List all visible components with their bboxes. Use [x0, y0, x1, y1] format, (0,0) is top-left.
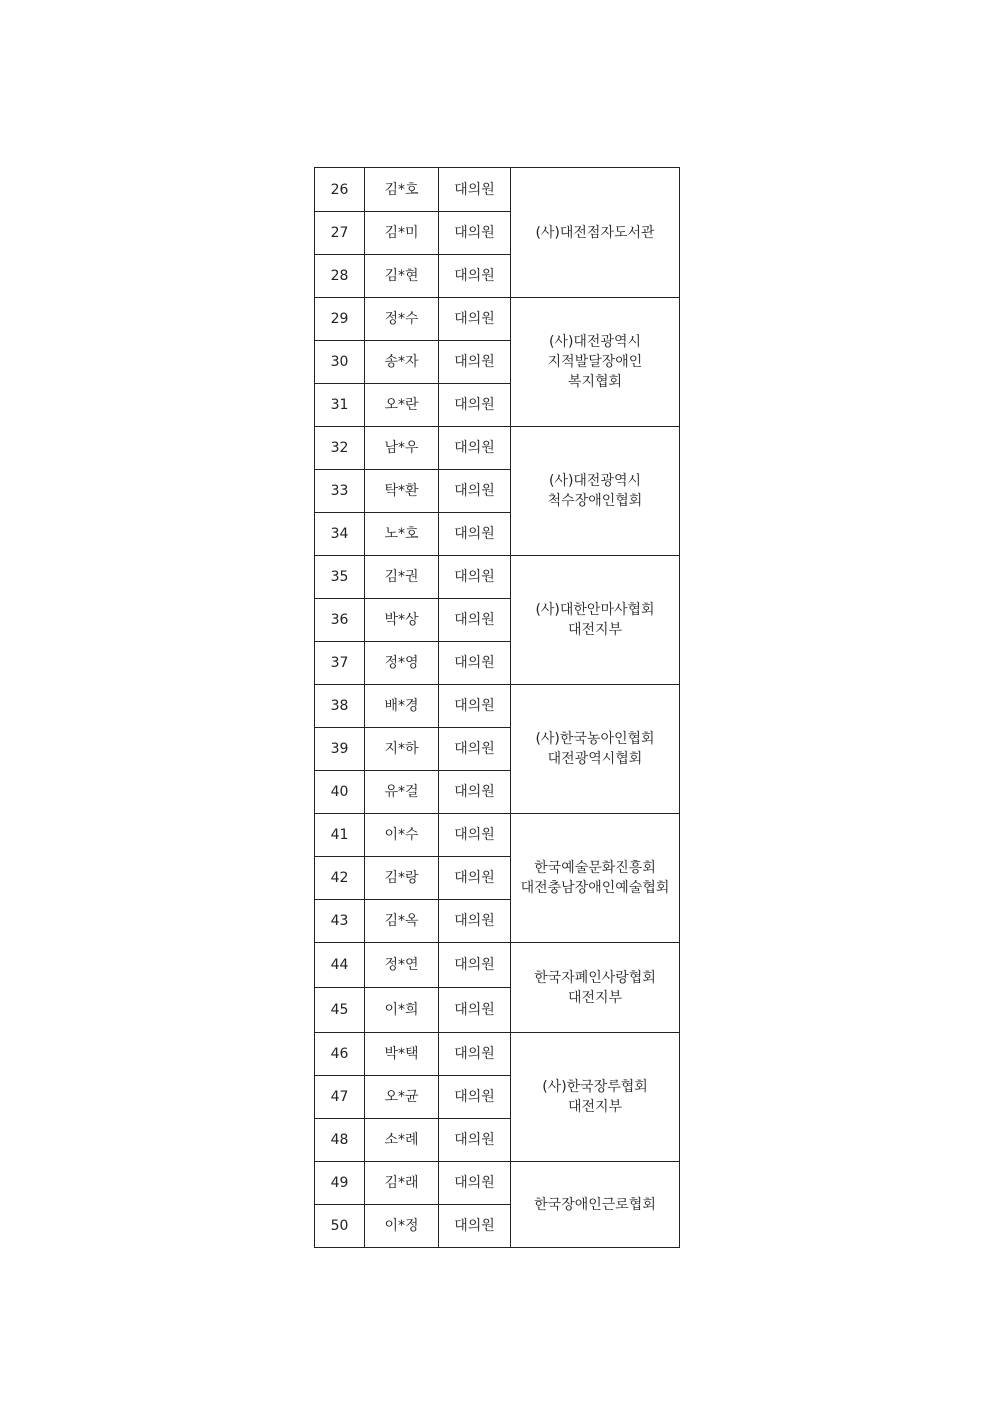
member-name: 정*연 — [365, 943, 439, 988]
row-number: 42 — [315, 857, 365, 900]
member-name: 노*호 — [365, 513, 439, 556]
organization-name-line: 한국자폐인사랑협회 — [534, 969, 656, 986]
table-row — [315, 1162, 680, 1205]
row-number: 33 — [315, 470, 365, 513]
organization-name-line: (사)대전광역시 — [548, 334, 642, 350]
organization-name-line: 한국예술문화진흥회 — [534, 860, 656, 876]
member-role: 대의원 — [439, 1076, 511, 1119]
member-name: 김*옥 — [365, 900, 439, 943]
row-number: 35 — [315, 556, 365, 599]
member-role: 대의원 — [439, 341, 511, 384]
row-number: 43 — [315, 900, 365, 943]
organization-cell — [511, 1162, 680, 1248]
table-row — [315, 556, 680, 599]
row-number: 40 — [315, 771, 365, 814]
member-name: 김*현 — [365, 255, 439, 298]
member-name: 탁*환 — [365, 470, 439, 513]
member-name: 정*수 — [365, 298, 439, 341]
row-number: 38 — [315, 685, 365, 728]
table-row — [315, 168, 680, 212]
row-number: 30 — [315, 341, 365, 384]
member-name: 오*균 — [365, 1076, 439, 1119]
row-number: 32 — [315, 427, 365, 470]
row-number: 50 — [315, 1205, 365, 1248]
table-row — [315, 685, 680, 728]
member-name: 이*정 — [365, 1205, 439, 1248]
row-number: 39 — [315, 728, 365, 771]
organization-name-line: 한국장애인근로협회 — [534, 1196, 656, 1213]
organization-name-line: (사)한국농아인협회 — [535, 731, 655, 747]
organization-cell — [511, 1033, 680, 1162]
member-role: 대의원 — [439, 168, 511, 212]
organization-name-line: 대전지부 — [567, 989, 623, 1006]
row-number: 49 — [315, 1162, 365, 1205]
member-name: 김*권 — [365, 556, 439, 599]
organization-name-line: 대전지부 — [567, 1099, 623, 1115]
organization-cell — [511, 556, 680, 685]
row-number: 28 — [315, 255, 365, 298]
row-number: 29 — [315, 298, 365, 341]
row-number: 47 — [315, 1076, 365, 1119]
member-name: 김*랑 — [365, 857, 439, 900]
member-name: 오*란 — [365, 384, 439, 427]
member-name: 김*호 — [365, 168, 439, 212]
organization-name-line: 대전지부 — [567, 622, 623, 638]
member-name: 지*하 — [365, 728, 439, 771]
delegate-table — [314, 167, 680, 1248]
organization-cell — [511, 298, 680, 427]
member-role: 대의원 — [439, 298, 511, 341]
member-role: 대의원 — [439, 212, 511, 255]
member-name: 김*래 — [365, 1162, 439, 1205]
row-number: 44 — [315, 943, 365, 988]
member-name: 소*례 — [365, 1119, 439, 1162]
member-role: 대의원 — [439, 1119, 511, 1162]
organization-cell — [511, 427, 680, 556]
table-row — [315, 298, 680, 341]
member-name: 송*자 — [365, 341, 439, 384]
row-number: 34 — [315, 513, 365, 556]
member-role: 대의원 — [439, 814, 511, 857]
organization-name-line: 대전충남장애인예술협회 — [520, 880, 670, 896]
member-role: 대의원 — [439, 556, 511, 599]
member-role: 대의원 — [439, 470, 511, 513]
member-role: 대의원 — [439, 1162, 511, 1205]
organization-name-line: (사)한국장루협회 — [542, 1079, 648, 1095]
member-role: 대의원 — [439, 857, 511, 900]
member-name: 남*우 — [365, 427, 439, 470]
member-role: 대의원 — [439, 255, 511, 298]
member-name: 이*희 — [365, 988, 439, 1033]
member-role: 대의원 — [439, 728, 511, 771]
member-name: 이*수 — [365, 814, 439, 857]
member-role: 대의원 — [439, 513, 511, 556]
member-role: 대의원 — [439, 900, 511, 943]
member-name: 유*걸 — [365, 771, 439, 814]
row-number: 37 — [315, 642, 365, 685]
delegate-table-body — [315, 168, 680, 1248]
row-number: 45 — [315, 988, 365, 1033]
organization-name-line: (사)대한안마사협회 — [535, 602, 655, 618]
row-number: 36 — [315, 599, 365, 642]
member-role: 대의원 — [439, 1205, 511, 1248]
member-role: 대의원 — [439, 685, 511, 728]
table-row — [315, 427, 680, 470]
member-name: 박*상 — [365, 599, 439, 642]
member-name: 김*미 — [365, 212, 439, 255]
member-role: 대의원 — [439, 1033, 511, 1076]
row-number: 26 — [315, 168, 365, 212]
row-number: 41 — [315, 814, 365, 857]
organization-name-line: (사)대전점자도서관 — [535, 224, 655, 241]
table-row — [315, 943, 680, 988]
organization-cell — [511, 168, 680, 298]
member-name: 정*영 — [365, 642, 439, 685]
member-name: 배*경 — [365, 685, 439, 728]
member-role: 대의원 — [439, 988, 511, 1033]
row-number: 27 — [315, 212, 365, 255]
organization-name-line: 복지협회 — [567, 374, 623, 390]
member-role: 대의원 — [439, 771, 511, 814]
organization-name-line: (사)대전광역시 — [548, 473, 642, 489]
organization-cell — [511, 814, 680, 943]
table-row — [315, 1033, 680, 1076]
member-role: 대의원 — [439, 427, 511, 470]
member-role: 대의원 — [439, 943, 511, 988]
row-number: 31 — [315, 384, 365, 427]
row-number: 46 — [315, 1033, 365, 1076]
member-name: 박*택 — [365, 1033, 439, 1076]
table-row — [315, 814, 680, 857]
organization-name-line: 지적발달장애인 — [547, 354, 643, 370]
member-role: 대의원 — [439, 642, 511, 685]
organization-name-line: 척수장애인협회 — [547, 493, 643, 509]
organization-cell — [511, 685, 680, 814]
row-number: 48 — [315, 1119, 365, 1162]
organization-name-line: 대전광역시협회 — [547, 751, 643, 767]
member-role: 대의원 — [439, 384, 511, 427]
member-role: 대의원 — [439, 599, 511, 642]
organization-cell — [511, 943, 680, 1033]
